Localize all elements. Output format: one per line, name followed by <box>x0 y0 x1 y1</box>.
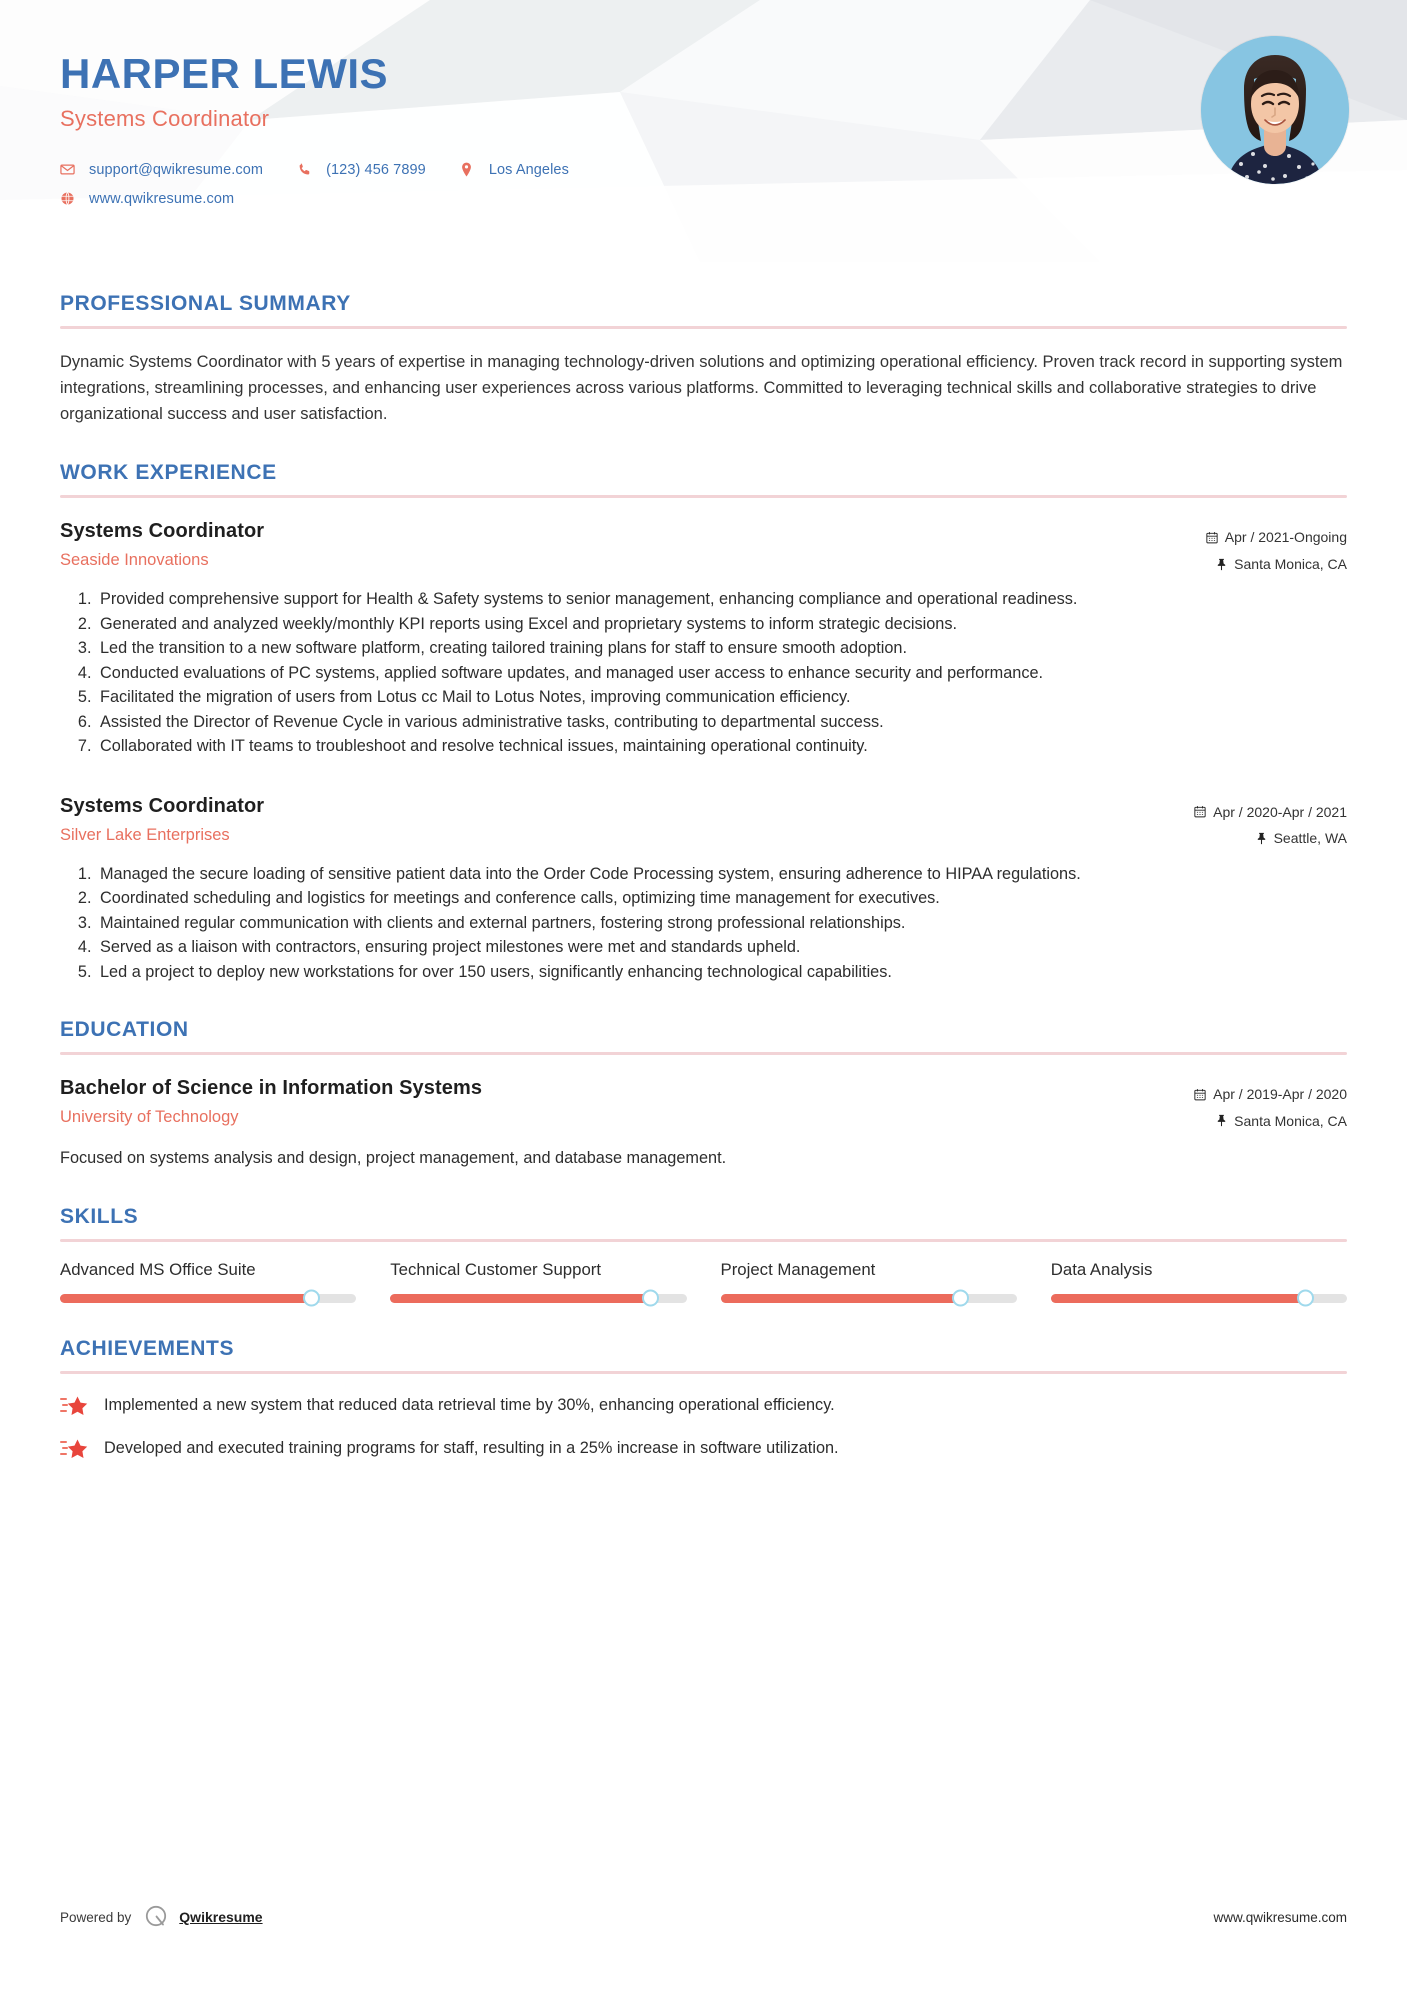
list-item <box>60 1394 1347 1418</box>
section-divider <box>60 1371 1347 1374</box>
skill-fill <box>390 1294 651 1303</box>
page-title: HARPER LEWIS <box>60 50 389 97</box>
section-heading-achievements: ACHIEVEMENTS <box>60 1336 235 1360</box>
education-entry-meta <box>1194 1077 1347 1134</box>
experience-entry-header <box>60 520 1347 577</box>
achievements-list <box>60 1394 1347 1461</box>
experience-location-line <box>1194 825 1347 852</box>
summary-text: Dynamic Systems Coordinator with 5 years of expertise in managing technology-driven solutions and optimizing operational efficiency. Proven track record in supporting system integrations, streamlining processes, and enhancing user experiences across various platforms. Committed to leveraging technical skills and collaborative strategies to drive organizational success and user satisfaction. <box>60 353 1343 424</box>
calendar-icon <box>1194 1088 1206 1101</box>
experience-dates: Apr / 2020-Apr / 2021 <box>1213 803 1347 820</box>
envelope-icon <box>60 162 80 177</box>
list-item: 5. Led a project to deploy new workstations for over 150 users, significantly enhancing technological capabilities. <box>96 961 1347 984</box>
education-dates: Apr / 2019-Apr / 2020 <box>1213 1086 1347 1102</box>
education-dates-line <box>1194 1081 1347 1108</box>
skill-slider-handle[interactable] <box>1297 1290 1314 1307</box>
resume-body <box>0 292 1407 1461</box>
pushpin-icon <box>1216 558 1227 571</box>
section-achievements <box>60 1337 1347 1461</box>
pushpin-icon <box>1216 1114 1227 1127</box>
phone-icon <box>297 162 317 177</box>
education-location-line <box>1194 1108 1347 1135</box>
experience-organization: Silver Lake Enterprises <box>60 825 230 844</box>
list-item: 4. Conducted evaluations of PC systems, applied software updates, and managed user access to enhance security and performance. <box>96 662 1347 685</box>
brand-name[interactable]: Qwikresume <box>179 1909 263 1925</box>
education-degree: Bachelor of Science in Information Systems <box>60 1077 483 1099</box>
skill-slider-handle[interactable] <box>303 1290 320 1307</box>
contact-website-text: www.qwikresume.com <box>89 190 235 207</box>
experience-entry-left <box>60 520 264 570</box>
experience-entry-header <box>60 795 1347 852</box>
skill-fill <box>721 1294 961 1303</box>
page-footer <box>60 1904 1347 1930</box>
skill-fill <box>1051 1294 1306 1303</box>
skill-slider[interactable] <box>721 1294 1017 1303</box>
qwikresume-logo-icon <box>143 1904 169 1930</box>
star-badge-icon <box>60 1395 94 1417</box>
experience-bullets <box>60 863 1347 984</box>
education-location: Santa Monica, CA <box>1234 1112 1347 1129</box>
experience-entry-meta <box>1194 795 1347 852</box>
job-title: Systems Coordinator <box>60 106 270 132</box>
contact-row-1 <box>60 155 1347 184</box>
skill-item <box>721 1260 1017 1303</box>
list-item <box>60 1437 1347 1461</box>
education-school: University of Technology <box>60 1108 239 1126</box>
section-heading-education: EDUCATION <box>60 1018 189 1041</box>
skill-item <box>1051 1260 1347 1303</box>
education-description: Focused on systems analysis and design, project management, and database management. <box>60 1149 727 1168</box>
education-entry <box>60 1077 1347 1171</box>
achievement-text: Implemented a new system that reduced data retrieval time by 30%, enhancing operational efficiency. <box>104 1395 835 1414</box>
section-education <box>60 1018 1347 1171</box>
education-entry-header <box>60 1077 1347 1134</box>
contact-email-text: support@qwikresume.com <box>89 161 264 178</box>
globe-icon <box>60 191 80 206</box>
section-heading-experience: WORK EXPERIENCE <box>60 461 277 485</box>
contact-email[interactable] <box>60 162 263 178</box>
experience-role: Systems Coordinator <box>60 794 265 817</box>
experience-organization: Seaside Innovations <box>60 551 209 570</box>
list-item: 2. Generated and analyzed weekly/monthly KPI reports using Excel and proprietary systems to inform strategic decisions. <box>96 613 1347 636</box>
experience-location: Santa Monica, CA <box>1234 555 1347 572</box>
contact-website[interactable] <box>60 191 234 207</box>
section-heading-summary: PROFESSIONAL SUMMARY <box>60 292 351 315</box>
section-heading-skills: SKILLS <box>60 1204 139 1228</box>
list-item: 1. Provided comprehensive support for Health & Safety systems to senior management, enhancing compliance and operational readiness. <box>96 588 1347 611</box>
contact-location-text: Los Angeles <box>488 161 569 178</box>
skill-label: Technical Customer Support <box>390 1259 602 1279</box>
list-item: 6. Assisted the Director of Revenue Cycle in various administrative tasks, contributing to departmental success. <box>96 711 1347 734</box>
experience-entry-meta <box>1206 520 1347 577</box>
resume-header <box>0 0 1407 262</box>
list-item: 3. Led the transition to a new software platform, creating tailored training plans for staff to ensure smooth adoption. <box>96 637 1347 660</box>
contact-location <box>460 162 569 178</box>
skill-item <box>390 1260 686 1303</box>
experience-dates-line <box>1194 799 1347 826</box>
skill-slider-handle[interactable] <box>642 1290 659 1307</box>
section-professional-summary <box>60 292 1347 427</box>
footer-url[interactable]: www.qwikresume.com <box>1213 1909 1347 1925</box>
experience-dates-line <box>1206 524 1347 551</box>
skill-label: Advanced MS Office Suite <box>60 1259 256 1279</box>
skill-slider[interactable] <box>1051 1294 1347 1303</box>
map-pin-icon <box>460 162 480 177</box>
list-item: 1. Managed the secure loading of sensitive patient data into the Order Code Processing system, ensuring adherence to HIPAA regulations. <box>96 863 1347 886</box>
skills-grid <box>60 1260 1347 1303</box>
list-item: 4. Served as a liaison with contractors, ensuring project milestones were met and standards upheld. <box>96 936 1347 959</box>
experience-bullets <box>60 588 1347 758</box>
experience-role: Systems Coordinator <box>60 520 265 543</box>
experience-dates: Apr / 2021-Ongoing <box>1224 529 1347 546</box>
skill-fill <box>60 1294 312 1303</box>
calendar-icon <box>1194 805 1206 818</box>
achievement-text: Developed and executed training programs for staff, resulting in a 25% increase in software utilization. <box>104 1439 839 1458</box>
contact-phone[interactable] <box>297 162 426 178</box>
skill-label: Project Management <box>720 1259 876 1279</box>
skill-label: Data Analysis <box>1050 1259 1153 1279</box>
star-badge-icon <box>60 1438 94 1460</box>
section-divider <box>60 495 1347 498</box>
experience-location-line <box>1206 551 1347 578</box>
skill-item <box>60 1260 356 1303</box>
avatar <box>1201 36 1349 184</box>
experience-entry-left <box>60 795 264 845</box>
list-item: 3. Maintained regular communication with clients and external partners, fostering strong professional relationships. <box>96 912 1347 935</box>
list-item: 5. Facilitated the migration of users from Lotus cc Mail to Lotus Notes, improving communication efficiency. <box>96 686 1347 709</box>
powered-by-block <box>60 1904 263 1930</box>
skill-slider[interactable] <box>60 1294 356 1303</box>
experience-entry <box>60 795 1347 984</box>
pushpin-icon <box>1256 832 1267 845</box>
skill-slider[interactable] <box>390 1294 686 1303</box>
section-skills <box>60 1205 1347 1303</box>
contact-row-2 <box>60 184 1347 213</box>
education-entry-left <box>60 1077 482 1127</box>
experience-location: Seattle, WA <box>1273 830 1347 847</box>
calendar-icon <box>1206 531 1218 544</box>
list-item: 2. Coordinated scheduling and logistics for meetings and conference calls, optimizing time management for executives. <box>96 887 1347 910</box>
list-item: 7. Collaborated with IT teams to troubleshoot and resolve technical issues, maintaining operational continuity. <box>96 735 1347 758</box>
section-divider <box>60 326 1347 329</box>
contact-phone-text: (123) 456 7899 <box>326 161 426 178</box>
contact-block <box>60 155 1347 213</box>
powered-by-label: Powered by <box>60 1909 132 1925</box>
skill-slider-handle[interactable] <box>952 1290 969 1307</box>
section-divider <box>60 1239 1347 1242</box>
experience-entry <box>60 520 1347 758</box>
section-work-experience <box>60 461 1347 984</box>
section-divider <box>60 1052 1347 1055</box>
